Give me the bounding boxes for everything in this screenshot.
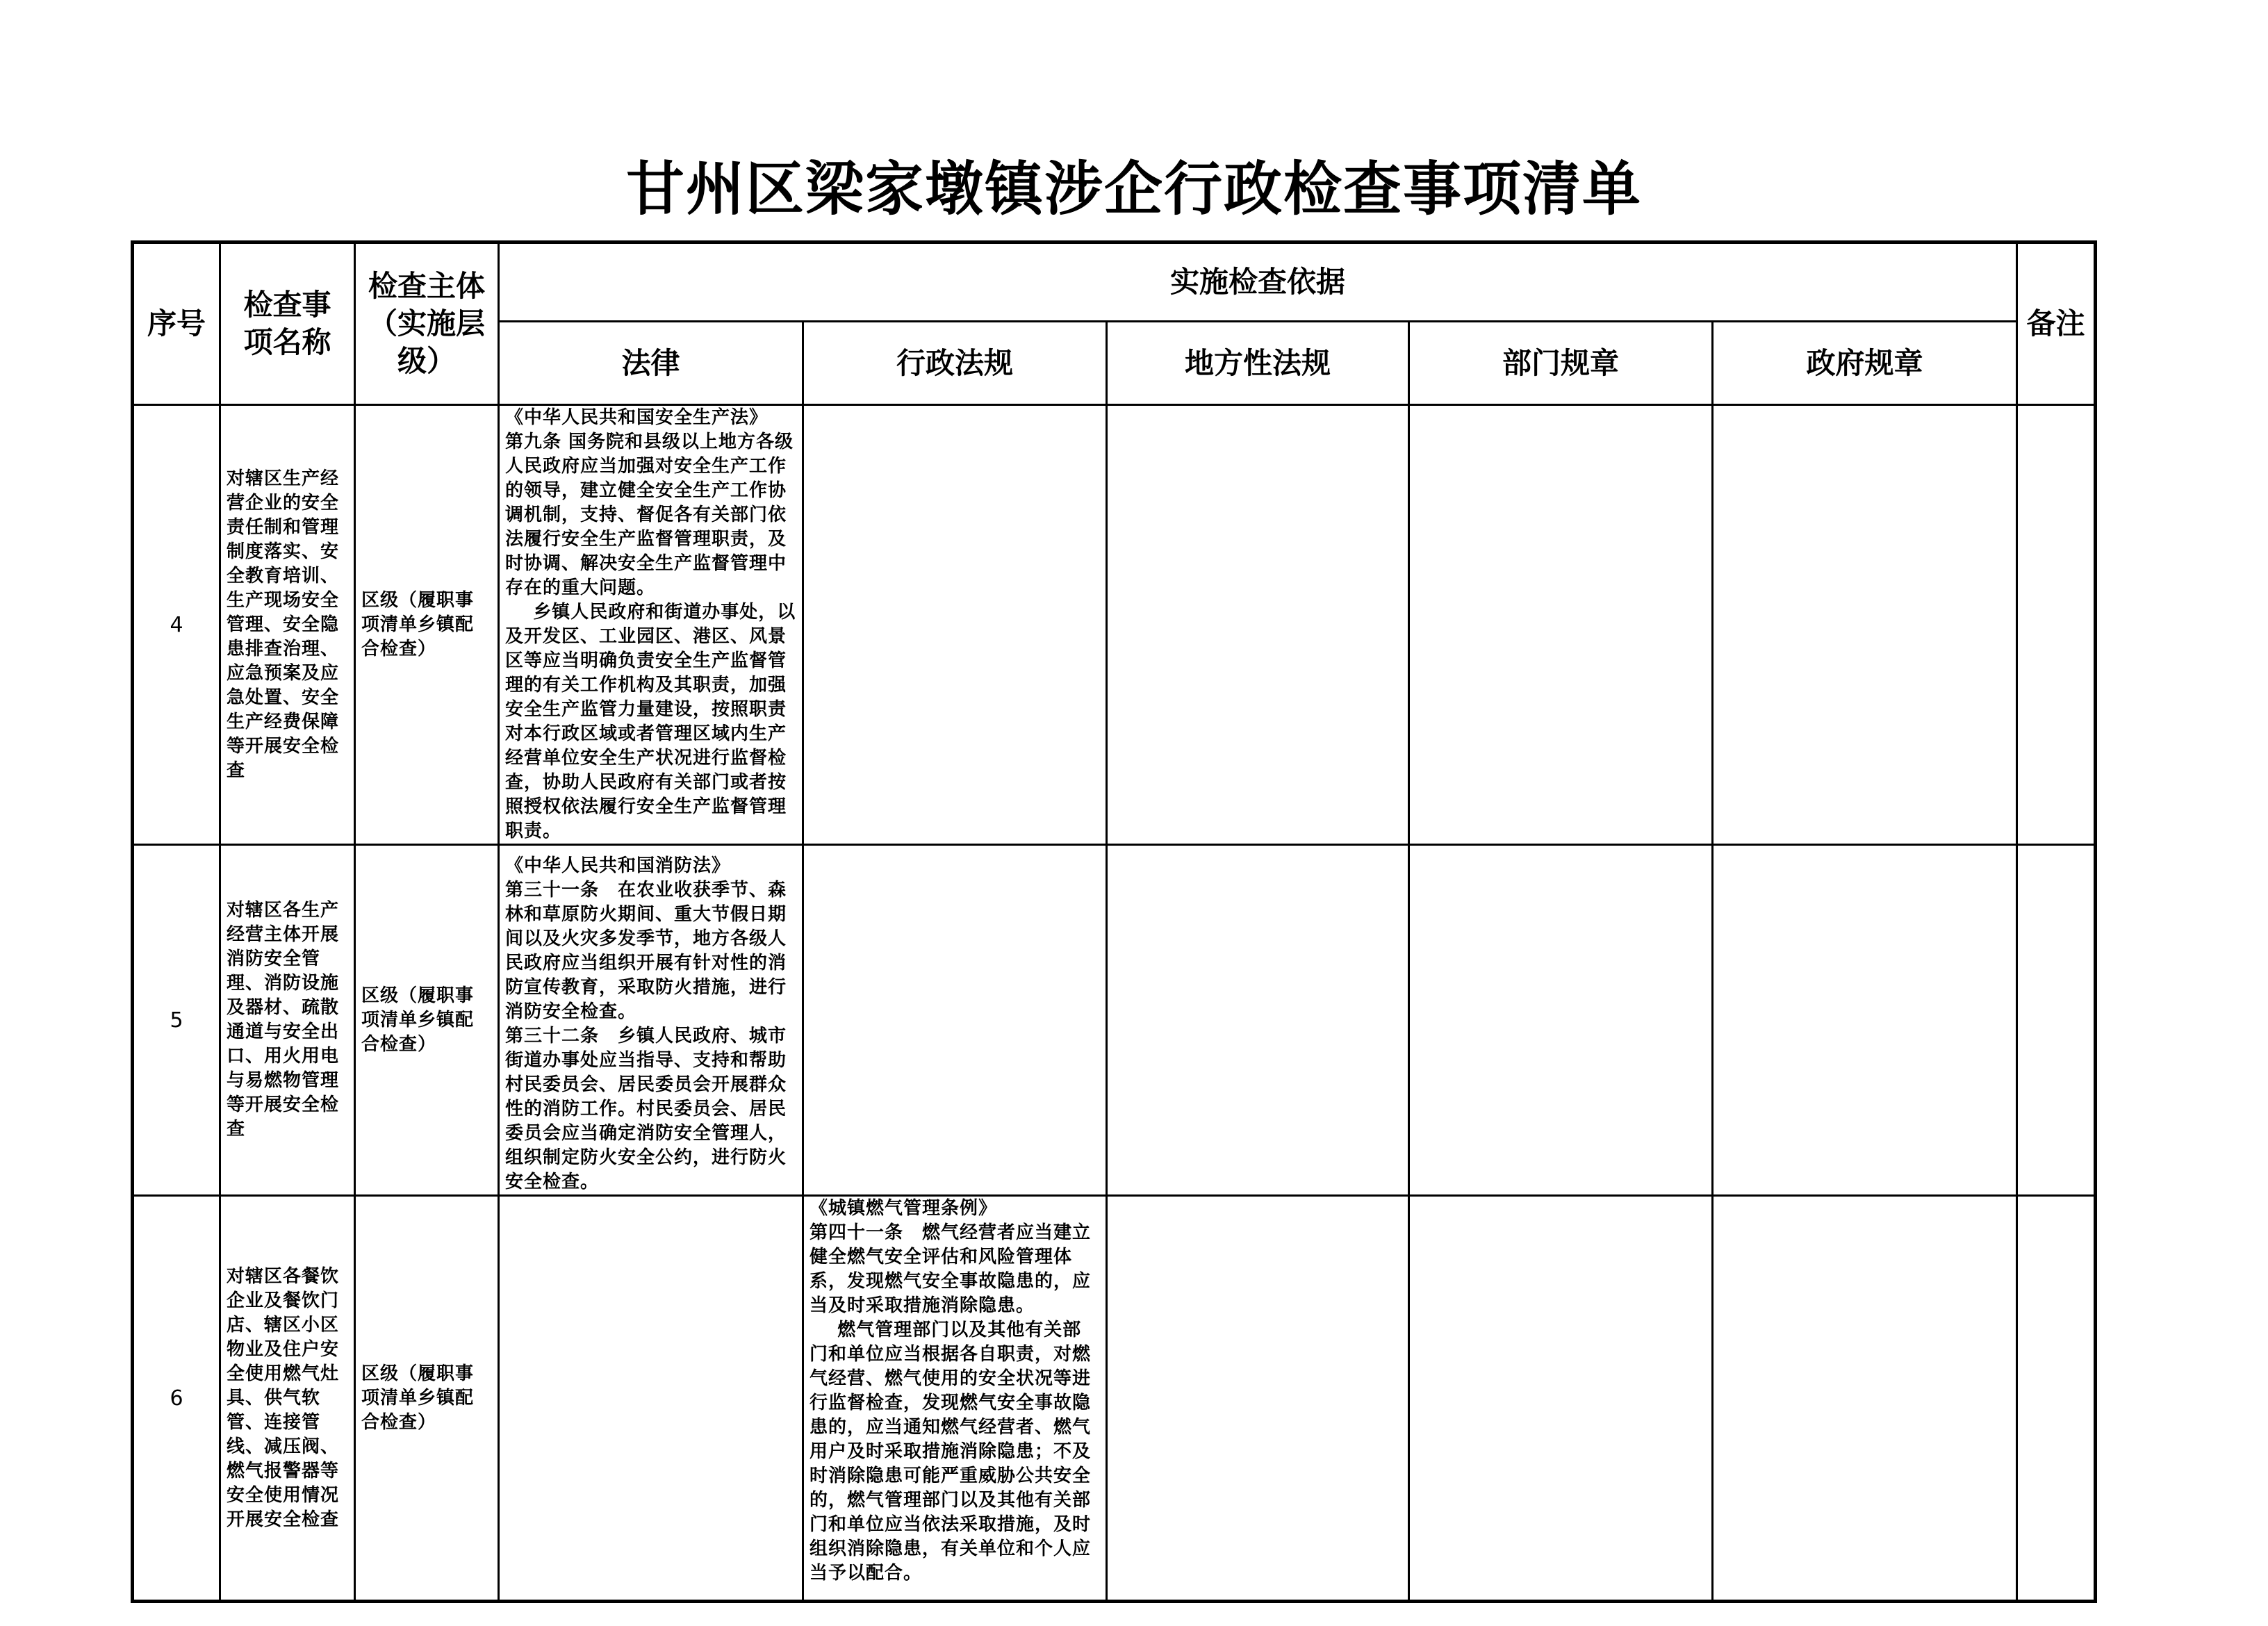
row-admin-reg xyxy=(803,845,1107,1196)
table-row xyxy=(133,1196,2096,1602)
row-gov-rule xyxy=(1713,1196,2017,1602)
inspection-table xyxy=(131,240,2097,1603)
row-subject: 区级（履职事项清单乡镇配合检查） xyxy=(355,405,499,845)
row-local-reg xyxy=(1107,845,1409,1196)
row-local-reg xyxy=(1107,405,1409,845)
row-item: 对辖区各生产经营主体开展消防安全管理、消防设施及器材、疏散通道与安全出口、用火用电与易燃物管理等开展安全检查 xyxy=(220,845,355,1196)
table-row xyxy=(133,405,2096,845)
header-basis: 实施检查依据 xyxy=(499,243,2017,322)
row-gov-rule xyxy=(1713,845,2017,1196)
row-local-reg xyxy=(1107,1196,1409,1602)
row-remark xyxy=(2017,1196,2096,1602)
row-seq: 4 xyxy=(133,405,220,845)
header-subject: 检查主体（实施层级） xyxy=(355,243,499,405)
header-remark: 备注 xyxy=(2017,243,2096,405)
row-gov-rule xyxy=(1713,405,2017,845)
row-remark xyxy=(2017,405,2096,845)
row-seq: 6 xyxy=(133,1196,220,1602)
header-gov-rule: 政府规章 xyxy=(1713,322,2017,405)
table-row xyxy=(133,845,2096,1196)
row-subject: 区级（履职事项清单乡镇配合检查） xyxy=(355,1196,499,1602)
row-law xyxy=(499,1196,803,1602)
row-dept-rule xyxy=(1409,845,1713,1196)
row-admin-reg: 《城镇燃气管理条例》 第四十一条 燃气经营者应当建立健全燃气安全评估和风险管理体系，发现燃气安全事故隐患的，应当及时采取措施消除隐患。 燃气管理部门以及其他有关部门和单位应当根据各自职责，对燃气经营、燃气使用的安全状况等进行监督检查，发现燃气安全事故隐患的，应当通知燃气经营者、燃气用户及时采取措施消除隐患；不及时消除隐患可能严重威胁公共安全的，燃气管理部门以及其他有关部门和单位应当依法采取措施，及时组织消除隐患，有关单位和个人应当予以配合。 xyxy=(803,1196,1107,1602)
header-admin-reg: 行政法规 xyxy=(803,322,1107,405)
row-subject: 区级（履职事项清单乡镇配合检查） xyxy=(355,845,499,1196)
header-law: 法律 xyxy=(499,322,803,405)
page-title: 甘州区梁家墩镇涉企行政检查事项清单 xyxy=(625,154,1642,223)
row-remark xyxy=(2017,845,2096,1196)
header-seq: 序号 xyxy=(133,243,220,405)
row-item: 对辖区各餐饮企业及餐饮门店、辖区小区物业及住户安全使用燃气灶具、供气软管、连接管线、减压阀、燃气报警器等安全使用情况开展安全检查 xyxy=(220,1196,355,1602)
row-law: 《中华人民共和国安全生产法》 第九条 国务院和县级以上地方各级人民政府应当加强对安全生产工作的领导，建立健全安全生产工作协调机制，支持、督促各有关部门依法履行安全生产监督管理职责，及时协调、解决安全生产监督管理中存在的重大问题。 乡镇人民政府和街道办事处，以及开发区、工业园区、港区、风景区等应当明确负责安全生产监督管理的有关工作机构及其职责，加强安全生产监管力量建设，按照职责对本行政区域或者管理区域内生产经营单位安全生产状况进行监督检查，协助人民政府有关部门或者按照授权依法履行安全生产监督管理职责。 xyxy=(499,405,803,845)
row-admin-reg xyxy=(803,405,1107,845)
row-item: 对辖区生产经营企业的安全责任制和管理制度落实、安全教育培训、生产现场安全管理、安全隐患排查治理、应急预案及应急处置、安全生产经费保障等开展安全检查 xyxy=(220,405,355,845)
header-local-reg: 地方性法规 xyxy=(1107,322,1409,405)
row-law: 《中华人民共和国消防法》 第三十一条 在农业收获季节、森林和草原防火期间、重大节假日期间以及火灾多发季节，地方各级人民政府应当组织开展有针对性的消防宣传教育，采取防火措施，进行消防安全检查。 第三十二条 乡镇人民政府、城市街道办事处应当指导、支持和帮助村民委员会、居民委员会开展群众性的消防工作。村民委员会、居民委员会应当确定消防安全管理人，组织制定防火安全公约，进行防火安全检查。 xyxy=(499,845,803,1196)
row-dept-rule xyxy=(1409,405,1713,845)
row-seq: 5 xyxy=(133,845,220,1196)
header-item: 检查事项名称 xyxy=(220,243,355,405)
header-dept-rule: 部门规章 xyxy=(1409,322,1713,405)
row-dept-rule xyxy=(1409,1196,1713,1602)
